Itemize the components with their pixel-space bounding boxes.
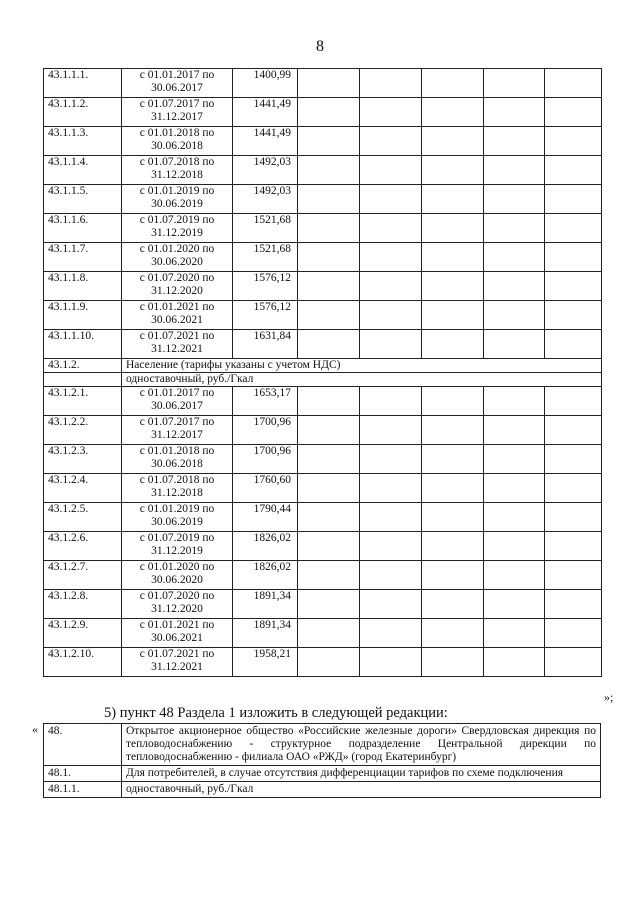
section-title: Население (тарифы указаны с учетом НДС) [122,359,602,373]
tariff-value: 1441,49 [233,98,298,127]
row-code: 43.1.2.4. [44,474,122,503]
empty-cell [360,98,422,127]
period-to: 31.12.2018 [151,169,203,181]
tariff-table [43,68,602,677]
period-cell [122,590,233,619]
empty-cell [484,416,545,445]
empty-cell [360,387,422,416]
period-from: с 01.07.2018 по [139,156,215,168]
period-cell [122,474,233,503]
row-code: 43.1.2.6. [44,532,122,561]
tariff-value: 1826,02 [233,561,298,590]
tariff-value: 1790,44 [233,503,298,532]
empty-cell [298,330,360,359]
table-row [44,619,602,648]
empty-cell [422,330,484,359]
empty-cell [422,532,484,561]
period-to: 30.06.2021 [151,632,203,644]
period-from: с 01.01.2017 по [139,387,215,399]
empty-cell [545,387,602,416]
empty-cell [484,561,545,590]
row-code: 43.1.2.1. [44,387,122,416]
empty-cell [422,272,484,301]
empty-cell [545,69,602,98]
tariff-value: 1653,17 [233,387,298,416]
period-to: 30.06.2021 [151,314,203,326]
row-text: Открытое акционерное общество «Российские железные дороги» Свердловская дирекция по тепловодоснабжению - структурное подразделение Центральной дирекции по тепловодоснабжению - филиала ОАО «РЖД» (город Екатеринбург) [122,724,601,766]
empty-cell [360,619,422,648]
row-code: 43.1.2.10. [44,648,122,677]
empty-cell [422,156,484,185]
empty-cell [298,445,360,474]
amendment-row [44,766,601,782]
empty-cell [484,445,545,474]
period-to: 30.06.2017 [151,400,203,412]
empty-cell [484,243,545,272]
empty-cell [360,648,422,677]
period-to: 30.06.2019 [151,516,203,528]
empty-cell [484,127,545,156]
period-from: с 01.01.2018 по [139,127,215,139]
empty-cell [545,532,602,561]
empty-cell [545,648,602,677]
table-row [44,185,602,214]
table-row [44,590,602,619]
row-code: 43.1.2.2. [44,416,122,445]
table-row [44,243,602,272]
period-from: с 01.07.2019 по [139,214,215,226]
empty-cell [484,387,545,416]
empty-cell [298,590,360,619]
period-from: с 01.01.2020 по [139,243,215,255]
period-cell [122,301,233,330]
empty-cell [545,243,602,272]
empty-cell [484,503,545,532]
period-to: 30.06.2020 [151,574,203,586]
period-from: с 01.01.2019 по [139,185,215,197]
table-row [44,532,602,561]
amendment-row [44,724,601,766]
period-cell [122,648,233,677]
period-cell [122,330,233,359]
period-to: 31.12.2019 [151,227,203,239]
row-code: 43.1.1.5. [44,185,122,214]
period-from: с 01.01.2021 по [139,301,215,313]
empty-cell [484,98,545,127]
period-cell [122,69,233,98]
row-code: 43.1.2. [44,359,122,373]
empty-cell [545,127,602,156]
empty-cell [298,301,360,330]
tariff-value: 1700,96 [233,445,298,474]
tariff-value: 1492,03 [233,156,298,185]
empty-cell [422,185,484,214]
row-code: 43.1.1.4. [44,156,122,185]
tariff-value: 1631,84 [233,330,298,359]
row-code: 43.1.2.5. [44,503,122,532]
empty-cell [360,243,422,272]
period-cell [122,272,233,301]
empty-cell [422,127,484,156]
row-code: 43.1.2.3. [44,445,122,474]
empty-cell [545,214,602,243]
empty-cell [422,301,484,330]
period-from: с 01.07.2020 по [139,272,215,284]
tariff-value: 1826,02 [233,532,298,561]
period-cell [122,387,233,416]
empty-cell [545,330,602,359]
tariff-value: 1576,12 [233,272,298,301]
empty-cell [298,127,360,156]
period-cell [122,532,233,561]
empty-cell [422,98,484,127]
period-from: с 01.07.2020 по [139,590,215,602]
empty-cell [298,474,360,503]
empty-cell [360,445,422,474]
row-code: 43.1.1.9. [44,301,122,330]
page-number: 8 [316,38,324,55]
tariff-value: 1700,96 [233,416,298,445]
period-from: с 01.01.2018 по [139,445,215,457]
empty-cell [298,648,360,677]
section-row [44,359,602,373]
empty-cell [298,619,360,648]
amendment-instruction: 5) пункт 48 Раздела 1 изложить в следующей редакции: [104,705,448,721]
empty-cell [484,648,545,677]
tariff-value: 1891,34 [233,619,298,648]
row-code: 43.1.2.9. [44,619,122,648]
tariff-value: 1441,49 [233,127,298,156]
empty-cell [422,416,484,445]
tariff-value: 1400,99 [233,69,298,98]
period-cell [122,185,233,214]
empty-cell [298,243,360,272]
empty-cell [422,387,484,416]
empty-cell [360,532,422,561]
row-code: 43.1.2.8. [44,590,122,619]
empty-cell [422,590,484,619]
tariff-value: 1521,68 [233,214,298,243]
period-to: 31.12.2021 [151,661,203,673]
empty-cell [298,561,360,590]
empty-cell [298,416,360,445]
period-from: с 01.07.2017 по [139,98,215,110]
table-row [44,445,602,474]
row-code: 48.1.1. [44,782,122,798]
empty-cell [545,445,602,474]
empty-cell [545,301,602,330]
row-code: 43.1.1.6. [44,214,122,243]
empty-cell [360,185,422,214]
empty-cell [298,214,360,243]
empty-cell [545,561,602,590]
period-from: с 01.07.2018 по [139,474,215,486]
period-from: с 01.01.2019 по [139,503,215,515]
row-code: 43.1.1.2. [44,98,122,127]
table-row [44,387,602,416]
empty-cell [484,156,545,185]
empty-cell [360,272,422,301]
period-cell [122,561,233,590]
empty-cell [360,156,422,185]
empty-cell [484,330,545,359]
row-code [44,373,122,387]
empty-cell [298,156,360,185]
row-text: Для потребителей, в случае отсутствия дифференциации тарифов по схеме подключения [122,766,601,782]
empty-cell [360,301,422,330]
empty-cell [545,272,602,301]
period-from: с 01.01.2020 по [139,561,215,573]
table-row [44,474,602,503]
row-code: 43.1.2.7. [44,561,122,590]
table-row [44,214,602,243]
table-row [44,272,602,301]
row-code: 43.1.1.7. [44,243,122,272]
empty-cell [298,69,360,98]
period-from: с 01.07.2021 по [139,330,215,342]
empty-cell [484,590,545,619]
empty-cell [545,590,602,619]
period-cell [122,127,233,156]
period-to: 31.12.2020 [151,603,203,615]
empty-cell [545,503,602,532]
period-cell [122,619,233,648]
opening-quote: « [32,722,38,736]
period-to: 30.06.2017 [151,82,203,94]
empty-cell [298,532,360,561]
row-code: 43.1.1.10. [44,330,122,359]
tariff-value: 1958,21 [233,648,298,677]
empty-cell [422,69,484,98]
empty-cell [360,561,422,590]
table-row [44,301,602,330]
period-to: 30.06.2019 [151,198,203,210]
empty-cell [422,503,484,532]
period-cell [122,416,233,445]
empty-cell [545,416,602,445]
period-to: 31.12.2019 [151,545,203,557]
empty-cell [422,561,484,590]
empty-cell [360,214,422,243]
table-row [44,330,602,359]
empty-cell [422,214,484,243]
row-code: 43.1.1.8. [44,272,122,301]
closing-quote: »; [604,690,614,704]
tariff-value: 1492,03 [233,185,298,214]
period-from: с 01.07.2021 по [139,648,215,660]
table-row [44,156,602,185]
empty-cell [484,532,545,561]
empty-cell [360,69,422,98]
row-code: 43.1.1.1. [44,69,122,98]
empty-cell [422,474,484,503]
tariff-value: 1760,60 [233,474,298,503]
period-from: с 01.07.2019 по [139,532,215,544]
empty-cell [298,185,360,214]
empty-cell [360,416,422,445]
tariff-value: 1521,68 [233,243,298,272]
period-to: 30.06.2018 [151,140,203,152]
table-row [44,561,602,590]
period-cell [122,503,233,532]
amendment-table [43,723,601,798]
empty-cell [484,301,545,330]
empty-cell [422,445,484,474]
amendment-row [44,782,601,798]
empty-cell [360,503,422,532]
empty-cell [545,156,602,185]
tariff-value: 1576,12 [233,301,298,330]
table-row [44,127,602,156]
table-row [44,503,602,532]
empty-cell [484,619,545,648]
empty-cell [484,185,545,214]
empty-cell [484,69,545,98]
period-to: 31.12.2020 [151,285,203,297]
period-from: с 01.01.2021 по [139,619,215,631]
empty-cell [360,330,422,359]
empty-cell [545,474,602,503]
period-cell [122,98,233,127]
row-code: 48.1. [44,766,122,782]
empty-cell [422,619,484,648]
empty-cell [422,648,484,677]
period-to: 31.12.2021 [151,343,203,355]
empty-cell [298,387,360,416]
empty-cell [422,243,484,272]
table-row [44,416,602,445]
table-row [44,69,602,98]
table-row [44,648,602,677]
empty-cell [545,185,602,214]
row-text: одноставочный, руб./Гкал [122,782,601,798]
period-cell [122,445,233,474]
subsection-row [44,373,602,387]
subsection-title: одноставочный, руб./Гкал [122,373,602,387]
period-to: 30.06.2020 [151,256,203,268]
period-cell [122,243,233,272]
row-code: 43.1.1.3. [44,127,122,156]
period-to: 30.06.2018 [151,458,203,470]
empty-cell [298,98,360,127]
empty-cell [484,272,545,301]
empty-cell [360,590,422,619]
empty-cell [360,127,422,156]
period-from: с 01.07.2017 по [139,416,215,428]
period-cell [122,156,233,185]
period-to: 31.12.2017 [151,429,203,441]
empty-cell [545,619,602,648]
period-to: 31.12.2018 [151,487,203,499]
empty-cell [360,474,422,503]
period-cell [122,214,233,243]
period-to: 31.12.2017 [151,111,203,123]
empty-cell [484,214,545,243]
empty-cell [298,503,360,532]
empty-cell [484,474,545,503]
table-row [44,98,602,127]
empty-cell [298,272,360,301]
period-from: с 01.01.2017 по [139,69,215,81]
row-code: 48. [44,724,122,766]
empty-cell [545,98,602,127]
tariff-value: 1891,34 [233,590,298,619]
